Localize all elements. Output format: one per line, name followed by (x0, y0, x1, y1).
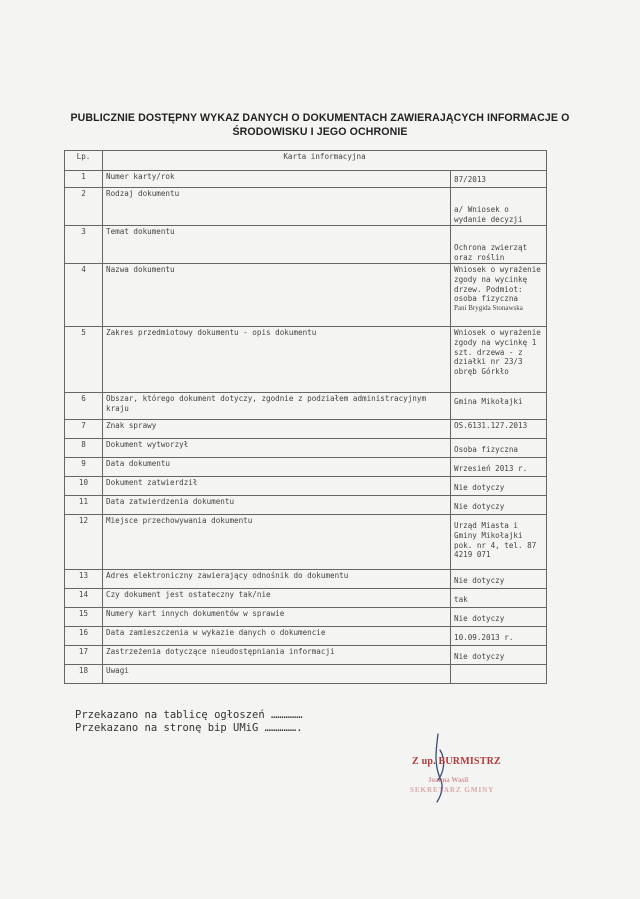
row-value: 10.09.2013 r. (454, 633, 514, 643)
row-value-cell (451, 420, 547, 439)
row-number: 9 (65, 458, 103, 477)
table-row (65, 439, 547, 458)
table-row (65, 226, 547, 264)
row-number: 14 (65, 589, 103, 608)
document-title: PUBLICZNIE DOSTĘPNY WYKAZ DANYCH O DOKUMENTACH ZAWIERAJĄCYCH INFORMACJE O ŚRODOWISKU I JEGO OCHRONIE (70, 112, 570, 138)
row-value-cell (451, 646, 547, 665)
table-row (65, 420, 547, 439)
row-number: 1 (65, 171, 103, 188)
row-label: Zakres przedmiotowy dokumentu - opis dokumentu (103, 327, 451, 393)
row-value-cell (451, 515, 547, 570)
row-label: Zastrzeżenia dotyczące nieudostępniania informacji (103, 646, 451, 665)
row-value-cell (451, 458, 547, 477)
row-value: Ochrona zwierząt oraz roślin (454, 243, 528, 262)
row-label: Miejsce przechowywania dokumentu (103, 515, 451, 570)
row-value-cell (451, 264, 547, 327)
table-row (65, 570, 547, 589)
table-row (65, 264, 547, 327)
table-row (65, 171, 547, 188)
table-row (65, 393, 547, 420)
table-row (65, 627, 547, 646)
row-number: 15 (65, 608, 103, 627)
row-label: Nazwa dokumentu (103, 264, 451, 327)
table-row (65, 589, 547, 608)
row-number: 5 (65, 327, 103, 393)
signature-icon (400, 730, 550, 810)
info-card-table (64, 150, 547, 684)
row-value-extra: Pani Brygida Stonawska (454, 303, 523, 312)
row-value-cell (451, 589, 547, 608)
row-value-cell (451, 171, 547, 188)
stamp-line-3: SEKRETARZ GMINY (410, 786, 495, 794)
row-label: Czy dokument jest ostateczny tak/nie (103, 589, 451, 608)
row-number: 17 (65, 646, 103, 665)
row-number: 18 (65, 665, 103, 684)
row-number: 12 (65, 515, 103, 570)
row-value: 87/2013 (454, 175, 487, 184)
row-value: Osoba fizyczna (454, 445, 519, 455)
row-label: Rodzaj dokumentu (103, 188, 451, 226)
row-value: Nie dotyczy (454, 502, 505, 512)
table-row (65, 515, 547, 570)
row-value: Wniosek o wyrażenie zgody na wycinkę drzew. Podmiot: osoba fizyczna (454, 265, 541, 304)
official-stamp (400, 730, 550, 800)
row-value-cell (451, 327, 547, 393)
table-row (65, 496, 547, 515)
table-header-row (65, 151, 547, 171)
row-number: 7 (65, 420, 103, 439)
row-value: Wrzesień 2013 r. (454, 464, 528, 474)
row-number: 8 (65, 439, 103, 458)
row-label: Data zamieszczenia w wykazie danych o dokumencie (103, 627, 451, 646)
table-row (65, 188, 547, 226)
row-value-cell (451, 570, 547, 589)
table-row (65, 608, 547, 627)
row-value: Nie dotyczy (454, 576, 505, 586)
table-row (65, 477, 547, 496)
footer-line-bip: Przekazano na stronę bip UMiG ……………. (75, 722, 303, 734)
row-label: Numery kart innych dokumentów w sprawie (103, 608, 451, 627)
row-value-cell (451, 226, 547, 264)
row-value-cell (451, 496, 547, 515)
row-number: 11 (65, 496, 103, 515)
row-value: Urząd Miasta i Gminy Mikołajki pok. nr 4, tel. 87 4219 071 (454, 521, 537, 560)
row-number: 4 (65, 264, 103, 327)
row-label: Numer karty/rok (103, 171, 451, 188)
header-card: Karta informacyjna (103, 151, 547, 171)
table-row (65, 327, 547, 393)
table-row (65, 458, 547, 477)
row-value: OS.6131.127.2013 (454, 421, 528, 431)
row-value: tak (454, 595, 468, 605)
row-label: Uwagi (103, 665, 451, 684)
row-label: Dokument zatwierdził (103, 477, 451, 496)
row-number: 16 (65, 627, 103, 646)
row-value: Gmina Mikołajki (454, 397, 523, 407)
row-label: Data zatwierdzenia dokumentu (103, 496, 451, 515)
row-label: Dokument wytworzył (103, 439, 451, 458)
row-value: Nie dotyczy (454, 614, 505, 624)
row-value-cell (451, 393, 547, 420)
row-number: 2 (65, 188, 103, 226)
row-label: Znak sprawy (103, 420, 451, 439)
row-number: 13 (65, 570, 103, 589)
row-value: Nie dotyczy (454, 483, 505, 493)
row-label: Data dokumentu (103, 458, 451, 477)
table-row (65, 665, 547, 684)
row-number: 3 (65, 226, 103, 264)
row-label: Obszar, którego dokument dotyczy, zgodnie z podziałem administracyjnym kraju (103, 393, 451, 420)
row-value-cell (451, 188, 547, 226)
row-label: Adres elektroniczny zawierający odnośnik do dokumentu (103, 570, 451, 589)
row-number: 6 (65, 393, 103, 420)
footer-line-notice-board: Przekazano na tablicę ogłoszeń …………… (75, 709, 303, 721)
row-value-cell (451, 627, 547, 646)
row-value-cell (451, 665, 547, 684)
row-value-cell (451, 477, 547, 496)
row-label: Temat dokumentu (103, 226, 451, 264)
row-value: Nie dotyczy (454, 652, 505, 662)
row-value-cell (451, 439, 547, 458)
row-value: Wniosek o wyrażenie zgody na wycinkę 1 szt. drzewa - z działki nr 23/3 obręb Górkło (454, 328, 541, 376)
row-value: a/ Wniosek o wydanie decyzji (454, 205, 523, 224)
header-lp: Lp. (65, 151, 103, 171)
row-value-cell (451, 608, 547, 627)
row-number: 10 (65, 477, 103, 496)
table-row (65, 646, 547, 665)
footer-notes (75, 709, 303, 735)
stamp-line-1: Z up. BURMISTRZ (412, 756, 501, 767)
stamp-line-2: Joanna Wasil (428, 776, 469, 784)
